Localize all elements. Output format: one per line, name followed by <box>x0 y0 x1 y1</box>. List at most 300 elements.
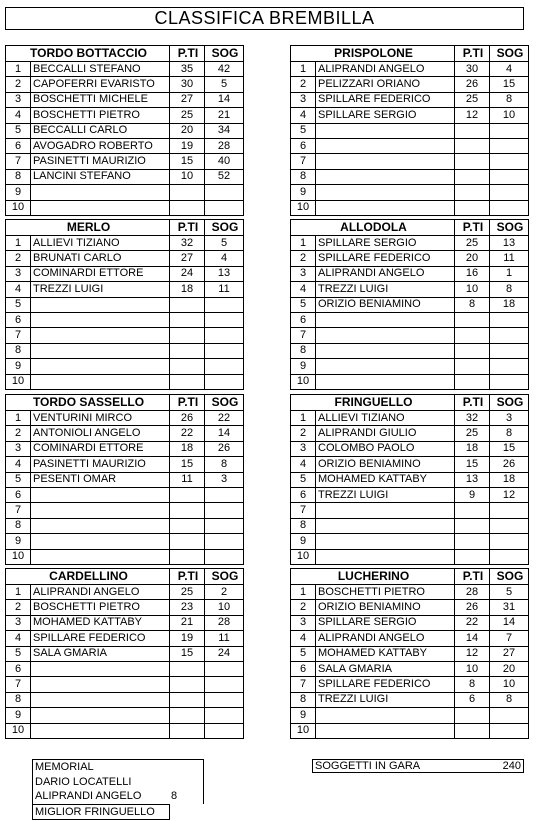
sog-value: 8 <box>490 426 529 441</box>
points-value: 10 <box>455 661 490 676</box>
category-name: TORDO BOTTACCIO <box>6 46 170 62</box>
table-row <box>291 62 529 77</box>
competitor-name: ALIPRANDI ANGELO <box>316 62 455 77</box>
competitor-name <box>31 692 170 707</box>
sog-value <box>490 723 529 738</box>
table-row <box>6 343 244 358</box>
sog-value: 11 <box>205 631 244 646</box>
rank-number: 6 <box>291 661 316 676</box>
rank-number: 7 <box>6 328 31 343</box>
points-value: 10 <box>170 169 205 184</box>
competitor-name: ALIPRANDI ANGELO <box>31 585 170 600</box>
memorial-box <box>32 759 204 820</box>
sog-value <box>205 534 244 549</box>
points-value: 25 <box>170 585 205 600</box>
table-row <box>291 236 529 251</box>
points-value: 32 <box>170 236 205 251</box>
competitor-name <box>31 297 170 312</box>
sog-value: 52 <box>205 169 244 184</box>
rank-number: 6 <box>6 661 31 676</box>
sog-value: 34 <box>205 123 244 138</box>
table-row <box>291 251 529 266</box>
table-row <box>6 169 244 184</box>
points-value: 25 <box>455 236 490 251</box>
rank-number: 7 <box>291 503 316 518</box>
table-header <box>6 395 244 411</box>
points-value <box>170 200 205 215</box>
soggetti-box <box>312 759 524 773</box>
rank-number: 6 <box>291 312 316 327</box>
table-row <box>291 692 529 707</box>
table-row <box>6 138 244 153</box>
rank-number: 8 <box>291 518 316 533</box>
points-value: 12 <box>455 646 490 661</box>
rank-number: 9 <box>6 534 31 549</box>
table-row <box>291 92 529 107</box>
table-row <box>6 661 244 676</box>
sog-value: 15 <box>490 441 529 456</box>
sog-value <box>205 328 244 343</box>
competitor-name <box>31 723 170 738</box>
table-row <box>6 426 244 441</box>
points-value <box>455 328 490 343</box>
rank-number: 2 <box>6 251 31 266</box>
rank-number: 1 <box>291 62 316 77</box>
points-value: 25 <box>455 92 490 107</box>
competitor-name: ANTONIOLI ANGELO <box>31 426 170 441</box>
rank-number: 2 <box>291 77 316 92</box>
page-title: CLASSIFICA BREMBILLA <box>5 7 524 30</box>
competitor-name: SPILLARE FEDERICO <box>316 677 455 692</box>
rank-number: 7 <box>291 328 316 343</box>
table-row <box>6 123 244 138</box>
competitor-name <box>31 185 170 200</box>
table-row <box>6 62 244 77</box>
points-value <box>170 723 205 738</box>
points-value: 22 <box>170 426 205 441</box>
table-row <box>291 677 529 692</box>
rank-number: 3 <box>6 441 31 456</box>
table-row <box>291 585 529 600</box>
rank-number: 5 <box>6 297 31 312</box>
category-name: TORDO SASSELLO <box>6 395 170 411</box>
competitor-name: PASINETTI MAURIZIO <box>31 154 170 169</box>
table-row <box>291 282 529 297</box>
competitor-name <box>316 312 455 327</box>
points-value <box>170 503 205 518</box>
competitor-name: SALA GMARIA <box>31 646 170 661</box>
rank-number: 10 <box>6 549 31 564</box>
rank-number: 3 <box>6 615 31 630</box>
rank-number: 9 <box>291 534 316 549</box>
table-row <box>291 723 529 738</box>
rank-number: 9 <box>291 708 316 723</box>
competitor-name: PASINETTI MAURIZIO <box>31 457 170 472</box>
table-row <box>6 646 244 661</box>
sog-value <box>490 708 529 723</box>
points-value: 20 <box>455 251 490 266</box>
table-row <box>6 266 244 281</box>
table-row <box>291 328 529 343</box>
rank-number: 7 <box>291 154 316 169</box>
sog-value: 21 <box>205 108 244 123</box>
points-value <box>170 487 205 502</box>
table-row <box>6 411 244 426</box>
table-row <box>291 297 529 312</box>
sog-value: 15 <box>490 77 529 92</box>
points-value: 26 <box>170 411 205 426</box>
sog-value <box>490 549 529 564</box>
competitor-name: ALIPRANDI ANGELO <box>316 266 455 281</box>
sog-value: 5 <box>490 585 529 600</box>
table-row <box>291 661 529 676</box>
table-row <box>291 108 529 123</box>
competitor-name: ORIZIO BENIAMINO <box>316 297 455 312</box>
competitor-name: SPILLARE SERGIO <box>316 236 455 251</box>
table-row <box>291 518 529 533</box>
rank-number: 2 <box>291 600 316 615</box>
sog-value: 40 <box>205 154 244 169</box>
competitor-name: ALLIEVI TIZIANO <box>31 236 170 251</box>
table-row <box>6 328 244 343</box>
sog-value <box>205 487 244 502</box>
rank-number: 7 <box>6 154 31 169</box>
table-row <box>291 457 529 472</box>
table-row <box>291 77 529 92</box>
rank-number: 6 <box>6 138 31 153</box>
points-value: 6 <box>455 692 490 707</box>
points-value <box>455 138 490 153</box>
competitor-name <box>316 534 455 549</box>
sog-value: 13 <box>490 236 529 251</box>
rank-number: 9 <box>6 359 31 374</box>
rank-number: 1 <box>6 62 31 77</box>
sog-value: 28 <box>205 615 244 630</box>
sog-value: 4 <box>490 62 529 77</box>
rank-number: 4 <box>6 457 31 472</box>
sog-value <box>490 185 529 200</box>
competitor-name: SPILLARE SERGIO <box>316 615 455 630</box>
sog-value: 10 <box>205 600 244 615</box>
competitor-name: BOSCHETTI PIETRO <box>31 108 170 123</box>
table-row <box>6 692 244 707</box>
competitor-name <box>31 534 170 549</box>
points-value: 24 <box>170 266 205 281</box>
competitor-name <box>31 312 170 327</box>
points-value <box>455 169 490 184</box>
rank-number: 1 <box>6 585 31 600</box>
competitor-name: SPILLARE FEDERICO <box>316 251 455 266</box>
rank-number: 1 <box>6 236 31 251</box>
col-sog: SOG <box>205 46 244 62</box>
competitor-name: COMINARDI ETTORE <box>31 441 170 456</box>
competitor-name <box>31 328 170 343</box>
points-value: 19 <box>170 138 205 153</box>
rank-number: 1 <box>291 411 316 426</box>
competitor-name: BECCALLI CARLO <box>31 123 170 138</box>
table-row <box>291 185 529 200</box>
rank-number: 1 <box>291 585 316 600</box>
table-row <box>6 615 244 630</box>
points-value: 18 <box>170 282 205 297</box>
rank-number: 4 <box>291 631 316 646</box>
table-row <box>291 646 529 661</box>
rank-number: 2 <box>6 600 31 615</box>
rank-number: 3 <box>291 266 316 281</box>
table-row <box>6 251 244 266</box>
points-value: 8 <box>455 297 490 312</box>
competitor-name <box>316 123 455 138</box>
competitor-name <box>316 708 455 723</box>
table-row <box>6 312 244 327</box>
competitor-name <box>316 185 455 200</box>
rank-number: 3 <box>291 615 316 630</box>
col-sog: SOG <box>490 46 529 62</box>
table-row <box>6 677 244 692</box>
rank-number: 2 <box>6 426 31 441</box>
sog-value <box>490 359 529 374</box>
sog-value: 42 <box>205 62 244 77</box>
ranking-table <box>290 394 529 565</box>
col-sog: SOG <box>205 220 244 236</box>
sog-value <box>490 123 529 138</box>
competitor-name: SPILLARE FEDERICO <box>316 92 455 107</box>
sog-value <box>205 503 244 518</box>
points-value: 27 <box>170 92 205 107</box>
sog-value <box>490 154 529 169</box>
points-value <box>455 185 490 200</box>
competitor-name <box>31 549 170 564</box>
sog-value <box>490 169 529 184</box>
rank-number: 3 <box>291 441 316 456</box>
table-row <box>291 441 529 456</box>
sog-value <box>205 692 244 707</box>
sog-value: 14 <box>205 426 244 441</box>
sog-value <box>205 723 244 738</box>
rank-number: 6 <box>6 487 31 502</box>
points-value: 8 <box>455 677 490 692</box>
rank-number: 10 <box>291 723 316 738</box>
sog-value <box>205 359 244 374</box>
sog-value <box>490 534 529 549</box>
category-name: FRINGUELLO <box>291 395 455 411</box>
table-row <box>291 138 529 153</box>
points-value <box>170 708 205 723</box>
category-name: CARDELLINO <box>6 569 170 585</box>
competitor-name <box>316 328 455 343</box>
ranking-table <box>290 219 529 390</box>
points-value <box>170 343 205 358</box>
table-row <box>291 708 529 723</box>
table-row <box>291 266 529 281</box>
table-row <box>291 631 529 646</box>
rank-number: 4 <box>6 282 31 297</box>
competitor-name <box>316 374 455 389</box>
sog-value <box>205 297 244 312</box>
rank-number: 5 <box>291 297 316 312</box>
competitor-name: BOSCHETTI MICHELE <box>31 92 170 107</box>
competitor-name: TREZZI LUIGI <box>316 692 455 707</box>
competitor-name: PELIZZARI ORIANO <box>316 77 455 92</box>
points-value <box>170 374 205 389</box>
sog-value <box>205 549 244 564</box>
ranking-table <box>290 568 529 739</box>
table-row <box>291 374 529 389</box>
col-pti: P.TI <box>455 46 490 62</box>
rank-number: 8 <box>291 343 316 358</box>
rank-number: 8 <box>291 169 316 184</box>
competitor-name: MOHAMED KATTABY <box>316 472 455 487</box>
rank-number: 9 <box>6 185 31 200</box>
competitor-name: MOHAMED KATTABY <box>316 646 455 661</box>
points-value: 16 <box>455 266 490 281</box>
table-row <box>6 708 244 723</box>
sog-value: 8 <box>205 457 244 472</box>
sog-value: 14 <box>490 615 529 630</box>
sog-value: 14 <box>205 92 244 107</box>
sog-value: 1 <box>490 266 529 281</box>
points-value: 22 <box>455 615 490 630</box>
sog-value <box>205 312 244 327</box>
table-row <box>291 343 529 358</box>
sog-value: 8 <box>490 92 529 107</box>
rank-number: 10 <box>6 200 31 215</box>
sog-value <box>490 328 529 343</box>
competitor-name: COLOMBO PAOLO <box>316 441 455 456</box>
table-row <box>291 154 529 169</box>
ranking-table <box>5 45 244 216</box>
points-value: 26 <box>455 600 490 615</box>
points-value <box>455 200 490 215</box>
points-value <box>170 297 205 312</box>
competitor-name <box>316 359 455 374</box>
rank-number: 8 <box>291 692 316 707</box>
rank-number: 7 <box>291 677 316 692</box>
col-pti: P.TI <box>170 569 205 585</box>
points-value: 27 <box>170 251 205 266</box>
col-sog: SOG <box>490 395 529 411</box>
competitor-name: BOSCHETTI PIETRO <box>316 585 455 600</box>
rank-number: 2 <box>291 426 316 441</box>
rank-number: 3 <box>6 92 31 107</box>
competitor-name <box>31 343 170 358</box>
competitor-name: ALIPRANDI ANGELO <box>316 631 455 646</box>
memorial-name: DARIO LOCATELLI <box>35 775 132 788</box>
sog-value <box>490 312 529 327</box>
col-pti: P.TI <box>170 395 205 411</box>
col-pti: P.TI <box>455 395 490 411</box>
table-row <box>6 185 244 200</box>
sog-value <box>205 343 244 358</box>
competitor-name <box>316 169 455 184</box>
competitor-name: ALIPRANDI GIULIO <box>316 426 455 441</box>
points-value <box>170 549 205 564</box>
rank-number: 5 <box>6 472 31 487</box>
competitor-name: ORIZIO BENIAMINO <box>316 457 455 472</box>
table-row <box>6 154 244 169</box>
rank-number: 10 <box>6 723 31 738</box>
table-row <box>291 411 529 426</box>
rank-number: 5 <box>291 123 316 138</box>
competitor-name: SALA GMARIA <box>316 661 455 676</box>
category-name: PRISPOLONE <box>291 46 455 62</box>
sog-value: 3 <box>490 411 529 426</box>
table-row <box>6 631 244 646</box>
competitor-name: TREZZI LUIGI <box>31 282 170 297</box>
table-header <box>291 395 529 411</box>
rank-number: 6 <box>291 487 316 502</box>
competitor-name: SPILLARE SERGIO <box>316 108 455 123</box>
points-value <box>455 503 490 518</box>
sog-value: 22 <box>205 411 244 426</box>
sog-value: 3 <box>205 472 244 487</box>
competitor-name <box>31 359 170 374</box>
competitor-name <box>31 518 170 533</box>
competitor-name: BECCALLI STEFANO <box>31 62 170 77</box>
table-row <box>291 615 529 630</box>
points-value <box>455 343 490 358</box>
points-value <box>170 677 205 692</box>
sog-value: 24 <box>205 646 244 661</box>
competitor-name <box>31 487 170 502</box>
rank-number: 3 <box>6 266 31 281</box>
rank-number: 4 <box>291 108 316 123</box>
rank-number: 5 <box>6 123 31 138</box>
sog-value <box>490 374 529 389</box>
table-row <box>6 108 244 123</box>
rank-number: 8 <box>6 518 31 533</box>
sog-value: 12 <box>490 487 529 502</box>
table-row <box>6 487 244 502</box>
ranking-table <box>290 45 529 216</box>
ranking-table <box>5 219 244 390</box>
rank-number: 8 <box>6 169 31 184</box>
points-value: 20 <box>170 123 205 138</box>
rank-number: 7 <box>6 677 31 692</box>
col-sog: SOG <box>205 569 244 585</box>
points-value: 18 <box>455 441 490 456</box>
table-row <box>291 359 529 374</box>
sog-value: 26 <box>490 457 529 472</box>
table-row <box>291 487 529 502</box>
sog-value <box>490 503 529 518</box>
points-value <box>455 708 490 723</box>
sog-value <box>490 518 529 533</box>
rank-number: 4 <box>6 108 31 123</box>
table-row <box>6 297 244 312</box>
points-value <box>455 359 490 374</box>
rank-number: 10 <box>291 200 316 215</box>
sog-value: 20 <box>490 661 529 676</box>
table-row <box>6 585 244 600</box>
rank-number: 6 <box>6 312 31 327</box>
points-value <box>455 123 490 138</box>
points-value: 30 <box>170 77 205 92</box>
competitor-name <box>31 661 170 676</box>
table-header <box>291 569 529 585</box>
points-value: 14 <box>455 631 490 646</box>
memorial-winner-value: 8 <box>171 790 178 802</box>
competitor-name: ALLIEVI TIZIANO <box>316 411 455 426</box>
table-row <box>291 472 529 487</box>
rank-number: 4 <box>6 631 31 646</box>
sog-value: 26 <box>205 441 244 456</box>
col-sog: SOG <box>490 569 529 585</box>
points-value: 15 <box>455 457 490 472</box>
competitor-name <box>31 503 170 518</box>
competitor-name: TREZZI LUIGI <box>316 487 455 502</box>
competitor-name <box>31 200 170 215</box>
